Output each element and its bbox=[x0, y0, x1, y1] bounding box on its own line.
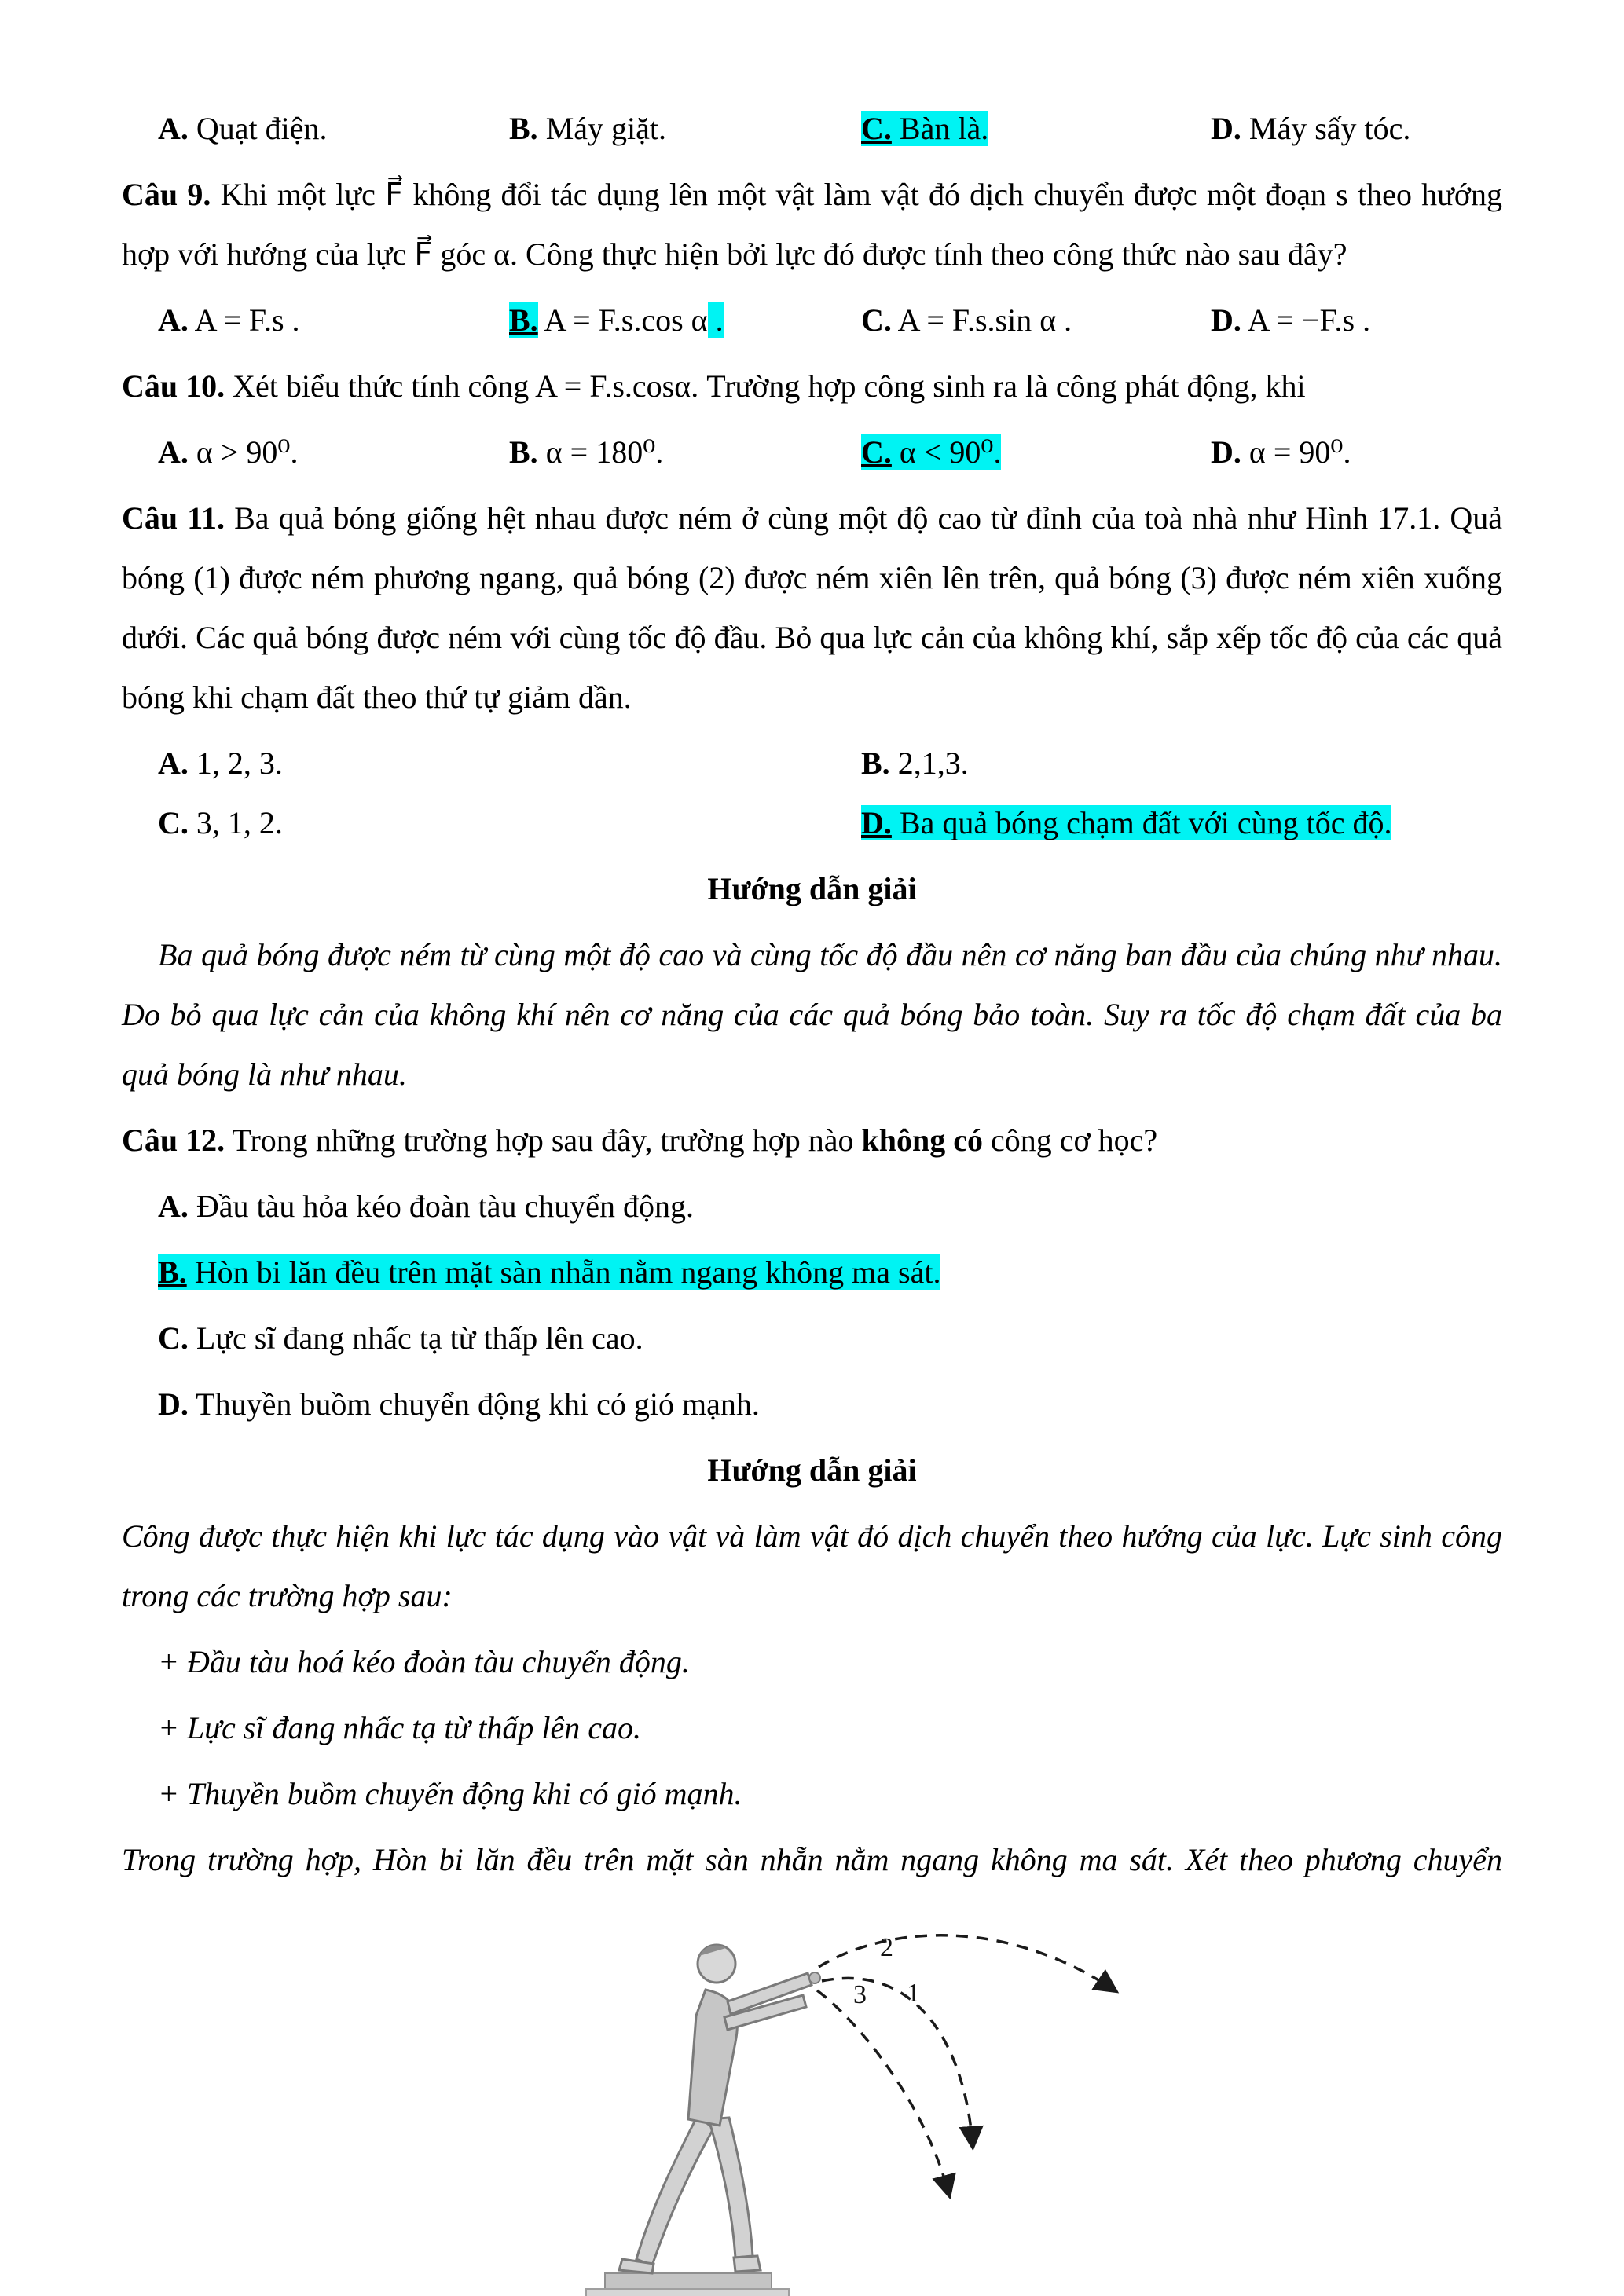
question-9 bbox=[122, 165, 1502, 284]
option-text: A = F.s . bbox=[188, 302, 300, 338]
option-text: 2,1,3. bbox=[889, 745, 969, 781]
trajectory-1-label: 1 bbox=[907, 1979, 920, 2008]
option-label: B. bbox=[509, 111, 538, 146]
option-text: 3, 1, 2. bbox=[188, 805, 283, 840]
option-text: α = 180⁰. bbox=[537, 434, 664, 470]
option-label: B. bbox=[509, 434, 538, 470]
q9-option-c bbox=[861, 291, 1211, 350]
option-text: Hòn bi lăn đều trên mặt sàn nhẵn nằm ngang không ma sát. bbox=[186, 1254, 941, 1290]
question-text: Xét biểu thức tính công A = F.s.cosα. Trường hợp công sinh ra là công phát động, khi bbox=[225, 368, 1306, 404]
option-label: A. bbox=[158, 1188, 189, 1224]
trajectory-3-label: 3 bbox=[853, 1980, 867, 2009]
option-label: C. bbox=[158, 805, 189, 840]
q10-option-d bbox=[1211, 423, 1502, 482]
q10-option-a bbox=[158, 423, 509, 482]
q9-option-b bbox=[509, 291, 861, 350]
option-label: D. bbox=[1211, 111, 1241, 146]
question-number: Câu 11. bbox=[122, 500, 225, 536]
q8-option-d bbox=[1211, 99, 1502, 159]
q8-option-c bbox=[861, 99, 1211, 159]
q11-option-d bbox=[861, 793, 1502, 853]
q11-option-a bbox=[158, 734, 861, 793]
option-label: C. bbox=[861, 434, 892, 470]
person-thrower bbox=[619, 1945, 812, 2273]
option-label: D. bbox=[1211, 434, 1241, 470]
option-text: Quạt điện. bbox=[188, 111, 328, 146]
option-label: D. bbox=[1211, 302, 1241, 338]
option-text: Lực sĩ đang nhấc tạ từ thấp lên cao. bbox=[188, 1320, 643, 1356]
solution-12-item: + Lực sĩ đang nhấc tạ từ thấp lên cao. bbox=[158, 1710, 642, 1745]
trajectory-1-path bbox=[822, 1978, 973, 2146]
q9-option-a bbox=[158, 291, 509, 350]
question-10 bbox=[122, 357, 1502, 416]
option-text: Bàn là. bbox=[891, 111, 989, 146]
option-text: Máy sấy tóc. bbox=[1241, 111, 1411, 146]
option-text: Máy giặt. bbox=[537, 111, 666, 146]
q8-option-a bbox=[158, 99, 509, 159]
option-label: A. bbox=[158, 111, 189, 146]
option-label: A. bbox=[158, 434, 189, 470]
q11-option-b bbox=[861, 734, 1502, 793]
option-label: C. bbox=[158, 1320, 189, 1356]
q12-option-b bbox=[122, 1243, 1502, 1302]
question-text: công cơ học? bbox=[983, 1122, 1158, 1158]
option-text: α = 90⁰. bbox=[1241, 434, 1351, 470]
question-text: Khi một lực F⃗ không đổi tác dụng lên một vật làm vật đó dịch chuyển được một đoạn s theo hướng hợp với hướng của lực F⃗ góc α. Công thực hiện bởi lực đó được tính theo công thức nào sau đây? bbox=[122, 177, 1503, 272]
option-label: A. bbox=[158, 302, 189, 338]
projectile-figure-svg bbox=[574, 1923, 1135, 2296]
q12-option-a bbox=[122, 1177, 1502, 1236]
option-label: D. bbox=[158, 1386, 189, 1422]
option-text: A = −F.s . bbox=[1241, 302, 1371, 338]
q9-options-row bbox=[122, 291, 1502, 350]
option-label: B. bbox=[158, 1254, 187, 1290]
option-label: D. bbox=[861, 805, 892, 840]
option-label: A. bbox=[158, 745, 189, 781]
option-label: C. bbox=[861, 111, 892, 146]
figure-projectile-throws bbox=[574, 1923, 1135, 2296]
option-text: 1, 2, 3. bbox=[188, 745, 283, 781]
ball-icon bbox=[809, 1972, 820, 1983]
q10-option-b bbox=[509, 423, 861, 482]
question-text: Ba quả bóng giống hệt nhau được ném ở cùng một độ cao từ đỉnh của toà nhà như Hình 17.1. Quả bóng (1) được ném phương ngang, quả bóng (2) được ném xiên lên trên, quả bóng (3) được ném xiên xuống dưới. Các quả bóng được ném với cùng tốc độ đầu. Bỏ qua lực cản của không khí, sắp xếp tốc độ của các quả bóng khi chạm đất theo thứ tự giảm dần. bbox=[122, 500, 1502, 715]
solution-12-closing-line: Trong trường hợp, Hòn bi lăn đều trên mặt sàn nhẵn nằm ngang không ma sát. Xét theo phương chuyển bbox=[122, 1842, 1502, 1877]
option-text: Ba quả bóng chạm đất với cùng tốc độ. bbox=[891, 805, 1392, 840]
highlighted-answer bbox=[158, 1254, 940, 1290]
q8-options-row bbox=[122, 99, 1502, 159]
question-text-bold: không có bbox=[861, 1122, 984, 1158]
q12-option-d bbox=[122, 1375, 1502, 1434]
trajectory-2-label: 2 bbox=[880, 1933, 893, 1962]
option-text: α < 90⁰. bbox=[891, 434, 1002, 470]
question-11 bbox=[122, 489, 1502, 727]
highlighted-answer bbox=[861, 111, 988, 146]
solution-12-paragraph: Công được thực hiện khi lực tác dụng vào vật và làm vật đó dịch chuyển theo hướng của lực. Lực sinh công trong các trường hợp sau: bbox=[122, 1518, 1502, 1613]
option-label: B. bbox=[861, 745, 890, 781]
highlighted-answer: . bbox=[707, 302, 724, 338]
question-number: Câu 9. bbox=[122, 177, 211, 212]
pedestal bbox=[586, 2273, 789, 2296]
option-label: B. bbox=[509, 302, 538, 338]
option-text: Thuyền buồm chuyển động khi có gió mạnh. bbox=[188, 1386, 760, 1422]
option-text: Đầu tàu hỏa kéo đoàn tàu chuyển động. bbox=[188, 1188, 695, 1224]
q10-option-c bbox=[861, 423, 1211, 482]
solution-12-item: + Thuyền buồm chuyển động khi có gió mạnh. bbox=[158, 1776, 742, 1811]
solution-11-text: Ba quả bóng được ném từ cùng một độ cao và cùng tốc độ đầu nên cơ năng ban đầu của chúng như nhau. Do bỏ qua lực cản của không khí nên cơ năng của các quả bóng bảo toàn. Suy ra tốc độ chạm đất của ba quả bóng là như nhau. bbox=[122, 937, 1502, 1092]
option-label: C. bbox=[861, 302, 892, 338]
option-text: A = F.s.cos α bbox=[537, 302, 708, 338]
q11-options-grid bbox=[122, 734, 1502, 853]
q12-option-c bbox=[122, 1309, 1502, 1368]
option-text: α > 90⁰. bbox=[188, 434, 299, 470]
q8-option-b bbox=[509, 99, 861, 159]
q11-option-c bbox=[158, 793, 861, 853]
option-text: A = F.s.sin α . bbox=[891, 302, 1072, 338]
highlighted-answer bbox=[861, 434, 1001, 470]
question-number: Câu 12. bbox=[122, 1122, 225, 1158]
solution-12-item: + Đầu tàu hoá kéo đoàn tàu chuyển động. bbox=[158, 1644, 690, 1679]
question-12 bbox=[122, 1111, 1502, 1170]
solution-heading-11: Hướng dẫn giải bbox=[707, 871, 917, 906]
solution-heading-12: Hướng dẫn giải bbox=[707, 1452, 917, 1488]
trajectory-3-path bbox=[817, 1990, 949, 2195]
q10-options-row bbox=[122, 423, 1502, 482]
question-text: Trong những trường hợp sau đây, trường hợp nào bbox=[225, 1122, 862, 1158]
question-number: Câu 10. bbox=[122, 368, 225, 404]
q9-option-d bbox=[1211, 291, 1502, 350]
highlighted-answer bbox=[861, 805, 1391, 840]
